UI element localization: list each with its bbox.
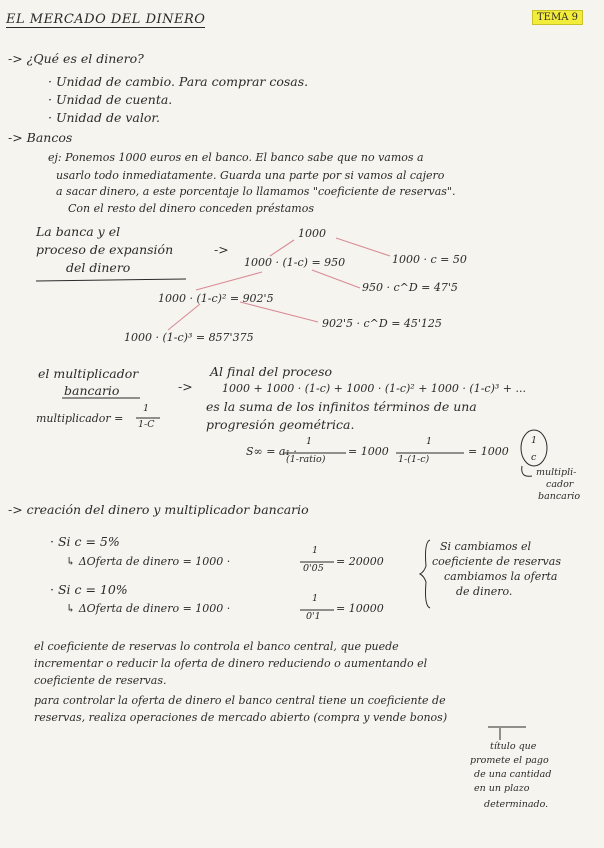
dinero-item: · Unidad de cuenta. [48, 92, 173, 107]
note-arrow [522, 466, 532, 476]
bancos-heading: -> Bancos [8, 130, 73, 145]
dinero-item: · Unidad de cambio. Para comprar cosas. [48, 74, 309, 89]
formula-denominator: 1-C [138, 419, 155, 430]
multiplicador-note: bancario [538, 491, 581, 502]
bono-note: de una cantidad [474, 769, 552, 780]
series-text: es la suma de los infinitos términos de una [206, 399, 477, 414]
tree-node: 1000 · c = 50 [392, 253, 467, 266]
sum-numerator: 1 [306, 436, 313, 447]
bancos-line: ej: Ponemos 1000 euros en el banco. El banco sabe que no vamos a [48, 151, 424, 164]
arrow-right: -> [214, 242, 229, 257]
bono-note: título que [490, 741, 537, 752]
proceso-label: proceso de expansión [36, 242, 174, 257]
tree-node: 1000 · (1-c)² = 902'5 [158, 292, 274, 305]
case-denominator: 0'05 [303, 563, 324, 574]
brace [420, 540, 430, 608]
sum-numerator: 1 [426, 436, 433, 447]
circled-denominator: c [531, 452, 537, 463]
tree-arrow [196, 272, 262, 290]
case-value: = 20000 [336, 555, 384, 568]
case-value: = 10000 [336, 602, 384, 615]
brace-note: de dinero. [456, 585, 513, 598]
proceso-underline [36, 279, 186, 281]
closing-line: el coeficiente de reservas lo controla el banco central, que puede [34, 640, 399, 653]
topic-badge: TEMA 9 [532, 10, 583, 25]
tree-node: 1000 · (1-c)³ = 857'375 [124, 331, 254, 344]
bancos-line: a sacar dinero, a este porcentaje lo llamamos "coeficiente de reservas". [56, 185, 456, 198]
proceso-label: del dinero [66, 260, 131, 275]
case-numerator: 1 [312, 593, 319, 604]
dinero-item: · Unidad de valor. [48, 110, 160, 125]
case-condition: · Si c = 10% [50, 582, 128, 597]
bono-note: en un plazo [474, 783, 530, 794]
tree-node: 950 · c^D = 47'5 [362, 281, 458, 294]
tree-arrow [168, 304, 200, 330]
arrow-right: -> [178, 379, 193, 394]
bancos-line: Con el resto del dinero conceden préstamos [68, 202, 314, 215]
bono-note: promete el pago [470, 755, 549, 766]
tree-arrow [270, 240, 294, 256]
bancos-line: usarlo todo inmediatamente. Guarda una parte por si vamos al cajero [56, 169, 445, 182]
closing-line: reservas, realiza operaciones de mercado abierto (compra y vende bonos) [34, 711, 448, 724]
bono-note: determinado. [484, 799, 549, 810]
closing-line: coeficiente de reservas. [34, 674, 167, 687]
brace-note: Si cambiamos el [440, 540, 532, 553]
case-result: ↳ ΔOferta de dinero = 1000 · [66, 602, 231, 615]
closing-line: para controlar la oferta de dinero el banco central tiene un coeficiente de [34, 694, 446, 707]
sum-denominator: 1-(1-c) [398, 454, 430, 465]
question-heading: -> ¿Qué es el dinero? [8, 51, 144, 66]
multiplicador-note: multipli- [536, 467, 577, 478]
case-condition: · Si c = 5% [50, 534, 120, 549]
series-text: progresión geométrica. [206, 417, 355, 432]
case-result: ↳ ΔOferta de dinero = 1000 · [66, 555, 231, 568]
multiplicador-label: el multiplicador [38, 366, 139, 381]
sum-denominator: (1-ratio) [286, 454, 326, 465]
case-denominator: 0'1 [306, 611, 321, 622]
multiplicador-note: cador [546, 479, 574, 490]
proceso-label: La banca y el [36, 224, 121, 239]
page-title: EL MERCADO DEL DINERO [6, 12, 206, 27]
sum-eq: = 1000 [348, 445, 389, 458]
proceso-final: Al final del proceso [210, 364, 333, 379]
circled-numerator: 1 [531, 435, 538, 446]
tree-node: 1000 · (1-c) = 950 [244, 256, 346, 269]
series-expression: 1000 + 1000 · (1-c) + 1000 · (1-c)² + 1000 · (1-c)³ + ... [222, 382, 526, 395]
brace-note: coeficiente de reservas [432, 555, 561, 568]
formula-label: multiplicador = [36, 412, 124, 425]
creacion-heading: -> creación del dinero y multiplicador bancario [8, 502, 309, 517]
tree-node: 902'5 · c^D = 45'125 [322, 317, 442, 330]
sum-eq: = 1000 [468, 445, 509, 458]
tree-arrow [312, 270, 360, 288]
sum-lhs: S∞ = a₁ · [246, 445, 297, 458]
closing-line: incrementar o reducir la oferta de dinero reduciendo o aumentando el [34, 657, 428, 670]
brace-note: cambiamos la oferta [444, 570, 558, 583]
tree-arrow [336, 238, 390, 256]
case-numerator: 1 [312, 545, 319, 556]
formula-numerator: 1 [143, 403, 150, 414]
tree-node-top: 1000 [298, 227, 326, 240]
multiplicador-label: bancario [64, 383, 120, 398]
